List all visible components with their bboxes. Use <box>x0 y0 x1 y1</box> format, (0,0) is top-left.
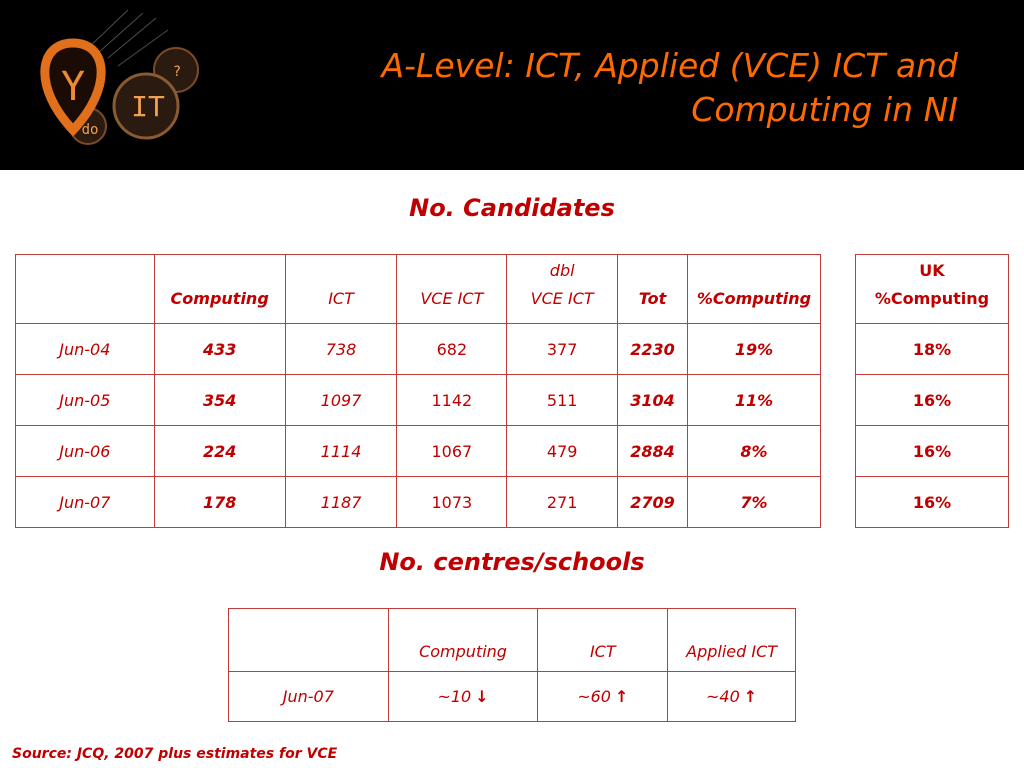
dbl-vce-ict-value: 511 <box>507 375 618 426</box>
pct-computing-value: 7% <box>688 477 821 528</box>
row-label: Jun-07 <box>229 672 389 722</box>
computing-centres-value: ~10 <box>437 687 472 706</box>
dbl-vce-ict-value: 377 <box>507 324 618 375</box>
table-row <box>16 324 821 375</box>
up-arrow-icon: ↑ <box>743 687 758 706</box>
header-computing: Computing <box>154 255 285 324</box>
table-row <box>856 426 1009 477</box>
candidates-section-title: No. Candidates <box>409 194 615 222</box>
header-empty-cell <box>229 609 389 672</box>
table-row <box>16 426 821 477</box>
uk-header-line-2: %Computing <box>874 289 990 308</box>
ict-centres-value: ~60 <box>577 687 611 706</box>
computing-value: 354 <box>154 375 285 426</box>
header-vce-ict: VCE ICT <box>397 255 507 324</box>
table-row <box>856 375 1009 426</box>
centres-table <box>228 608 796 722</box>
row-label: Jun-06 <box>16 426 155 477</box>
uk-pct-value: 16% <box>856 477 1009 528</box>
svg-text:Y: Y <box>60 64 86 110</box>
svg-text:IT: IT <box>131 90 165 123</box>
centres-header-row <box>229 609 796 672</box>
uk-pct-value: 16% <box>856 375 1009 426</box>
table-row <box>229 672 796 722</box>
header-empty-cell <box>16 255 155 324</box>
title-line-1: A-Level: ICT, Applied (VCE) ICT and <box>381 46 958 85</box>
computing-value: 224 <box>154 426 285 477</box>
source-note: Source: JCQ, 2007 plus estimates for VCE <box>12 746 338 762</box>
up-arrow-icon: ↑ <box>614 687 629 706</box>
uk-computing-table <box>855 254 1009 528</box>
uk-pct-value: 16% <box>856 426 1009 477</box>
row-label: Jun-07 <box>16 477 155 528</box>
computing-centres-cell <box>388 672 538 722</box>
table-row <box>16 477 821 528</box>
header-dbl-line-1: dbl <box>549 261 575 280</box>
tot-value: 2709 <box>618 477 688 528</box>
title-line-2: Computing in NI <box>691 90 958 129</box>
row-label: Jun-04 <box>16 324 155 375</box>
ict-value: 738 <box>285 324 397 375</box>
ict-value: 1097 <box>285 375 397 426</box>
centres-section-title: No. centres/schools <box>379 548 645 576</box>
uk-header-row <box>856 255 1009 324</box>
svg-text:do: do <box>81 122 99 138</box>
slide-title <box>238 44 958 132</box>
vce-ict-value: 1142 <box>397 375 507 426</box>
pct-computing-value: 8% <box>688 426 821 477</box>
tot-value: 2884 <box>618 426 688 477</box>
table-row <box>16 375 821 426</box>
header-pct-computing: %Computing <box>688 255 821 324</box>
header-computing: Computing <box>388 609 538 672</box>
ict-value: 1187 <box>285 477 397 528</box>
down-arrow-icon: ↓ <box>475 687 489 706</box>
candidates-header-row <box>16 255 821 324</box>
pct-computing-value: 19% <box>688 324 821 375</box>
row-label: Jun-05 <box>16 375 155 426</box>
header-dbl-line-2: VCE ICT <box>530 289 594 308</box>
svg-text:?: ? <box>172 64 182 80</box>
uk-header <box>856 255 1009 324</box>
header-applied-ict: Applied ICT <box>668 609 796 672</box>
ict-centres-cell <box>538 672 668 722</box>
uk-pct-value: 18% <box>856 324 1009 375</box>
header-ict: ICT <box>285 255 397 324</box>
applied-ict-centres-value: ~40 <box>705 687 740 706</box>
header-ict: ICT <box>538 609 668 672</box>
applied-ict-centres-cell <box>668 672 796 722</box>
candidates-table <box>15 254 821 528</box>
tot-value: 3104 <box>618 375 688 426</box>
tot-value: 2230 <box>618 324 688 375</box>
uk-header-line-1: UK <box>919 261 945 280</box>
computing-value: 433 <box>154 324 285 375</box>
slide-header <box>0 0 1024 170</box>
header-tot: Tot <box>618 255 688 324</box>
table-row <box>856 324 1009 375</box>
vce-ict-value: 1067 <box>397 426 507 477</box>
vce-ict-value: 682 <box>397 324 507 375</box>
dbl-vce-ict-value: 271 <box>507 477 618 528</box>
computing-value: 178 <box>154 477 285 528</box>
ict-value: 1114 <box>285 426 397 477</box>
table-row <box>856 477 1009 528</box>
vce-ict-value: 1073 <box>397 477 507 528</box>
header-dbl-vce-ict <box>507 255 618 324</box>
dbl-vce-ict-value: 479 <box>507 426 618 477</box>
ydoit-logo <box>28 8 218 158</box>
pct-computing-value: 11% <box>688 375 821 426</box>
